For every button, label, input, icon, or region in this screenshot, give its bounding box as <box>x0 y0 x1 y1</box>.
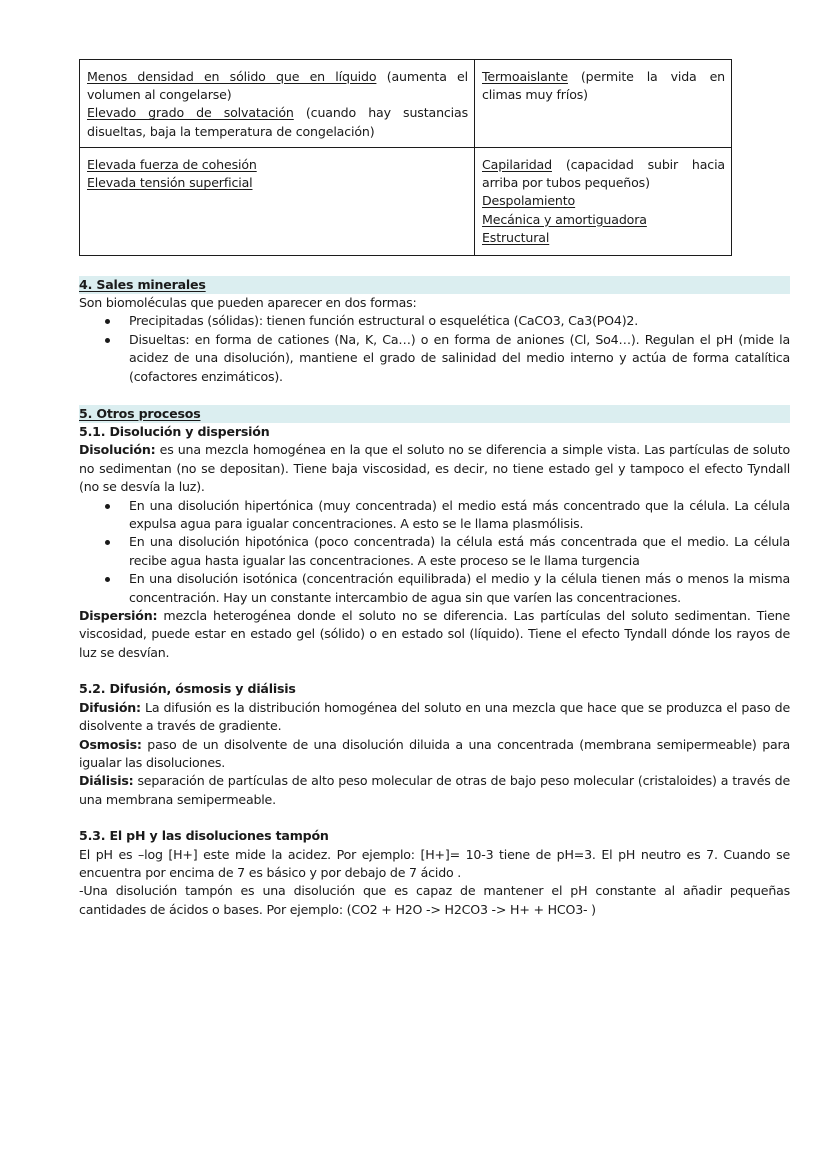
section-heading: 5. Otros procesos <box>79 405 790 423</box>
property-desc: (aumenta el volumen al congelarse) <box>87 69 468 103</box>
section-heading: 4. Sales minerales <box>79 276 790 294</box>
section-intro: Son biomoléculas que pueden aparecer en dos formas: <box>79 295 417 310</box>
table-cell-function <box>475 60 732 148</box>
property-entry <box>87 68 468 104</box>
list-item-text: Disueltas: en forma de cationes (Na, K, Ca…) o en forma de aniones (Cl, So4…). Regulan el pH (mide la acidez de una disolución), mantiene el grado de salinidad del medio interno y actúa de forma catalítica (cofactores enzimáticos). <box>129 331 790 384</box>
term-text: mezcla heterogénea donde el soluto no se diferencia. Las partículas del soluto sedimentan. Tiene viscosidad, puede estar en estado gel (sólido) o en estado sol (líquido). Tiene el efecto Tyndall dónde los rayos de luz se desvían. <box>79 608 790 660</box>
spacer <box>79 809 790 827</box>
definition-osmosis <box>79 736 790 773</box>
function-term: Mecánica y amortiguadora <box>482 211 647 227</box>
list-item <box>79 533 790 570</box>
subsection-heading: 5.2. Difusión, ósmosis y diálisis <box>79 681 296 697</box>
term-text: paso de un disolvente de una disolución diluida a una concentrada (membrana semipermeable) para igualar las disoluciones. <box>79 736 790 770</box>
bullet-icon <box>105 504 110 509</box>
definition-difusion <box>79 699 790 736</box>
list-item-text: Precipitadas (sólidas): tienen función estructural o esquelética (CaCO3, Ca3(PO4)2. <box>129 313 639 329</box>
table-cell-function <box>475 148 732 256</box>
bullet-icon <box>105 540 110 545</box>
spacer <box>79 662 790 680</box>
list-item-text: En una disolución hipotónica (poco concentrada) la célula está más concentrada que el medio. La célula recibe agua hasta igualar las concentraciones. A este proceso se le llama turgencia <box>129 534 790 568</box>
term-label: Diálisis: <box>79 773 134 789</box>
subsection-heading: 5.3. El pH y las disoluciones tampón <box>79 828 329 844</box>
function-term: Estructural <box>482 229 550 245</box>
definition-dispersion <box>79 607 790 662</box>
term-text: separación de partículas de alto peso molecular de otras de bajo peso molecular (cristaloides) a través de una membrana semipermeable. <box>79 773 790 807</box>
bullet-icon <box>105 338 110 343</box>
list-item <box>79 497 790 534</box>
function-entry <box>482 211 725 229</box>
list-item <box>79 312 790 330</box>
property-term: Elevado grado de solvatación <box>87 105 294 121</box>
function-entry <box>482 192 725 210</box>
bullet-icon <box>105 319 110 324</box>
list-item-text: En una disolución hipertónica (muy concentrada) el medio está más concentrado que la célula. La célula expulsa agua para igualar concentraciones. A esto se le llama plasmólisis. <box>129 497 790 532</box>
table-cell-property <box>80 148 475 256</box>
definition-disolucion <box>79 441 790 496</box>
property-entry <box>87 174 468 192</box>
table-row <box>80 148 732 256</box>
function-desc: (permite la vida en climas muy fríos) <box>482 69 725 103</box>
term-label: Disolución: <box>79 442 156 458</box>
function-term: Capilaridad <box>482 157 552 172</box>
function-entry <box>482 156 725 192</box>
bullet-list <box>79 497 790 607</box>
term-label: Osmosis: <box>79 736 142 752</box>
term-text: es una mezcla homogénea en la que el soluto no se diferencia a simple vista. Las partículas de soluto no sedimentan (no se depositan). Tiene baja viscosidad, es decir, no tiene estado gel y tampoco el efecto Tyndall (no se desvía la luz). <box>79 442 790 495</box>
paragraph-tampon: -Una disolución tampón es una disolución que es capaz de mantener el pH constante al añadir pequeñas cantidades de ácidos o bases. Por ejemplo: (CO2 + H2O -> H2CO3 -> H+ + HCO3- ) <box>79 883 790 917</box>
term-label: Dispersión: <box>79 608 158 624</box>
function-desc: (capacidad subir hacia arriba por tubos pequeños) <box>482 157 725 191</box>
list-item-text: En una disolución isotónica (concentración equilibrada) el medio y la célula tienen más o menos la misma concentración. Hay un constante intercambio de agua sin que varíen las concentraciones. <box>129 571 790 605</box>
table-row <box>80 60 732 148</box>
subsection-heading: 5.1. Disolución y dispersión <box>79 424 270 439</box>
function-term: Termoaislante <box>482 69 568 84</box>
term-text: La difusión es la distribución homogénea del soluto en una mezcla que hace que se produzca el paso de disolvente a través de gradiente. <box>79 699 790 734</box>
water-properties-table <box>79 59 732 256</box>
bullet-list <box>79 312 790 386</box>
list-item <box>79 570 790 607</box>
property-term: Elevada fuerza de cohesión <box>87 157 257 172</box>
bullet-icon <box>105 577 110 582</box>
function-term: Despolamiento <box>482 193 576 209</box>
paragraph-ph: El pH es –log [H+] este mide la acidez. Por ejemplo: [H+]= 10-3 tiene de pH=3. El pH neutro es 7. Cuando se encuentra por encima de 7 es básico y por debajo de 7 ácido . <box>79 846 790 880</box>
section-otros-procesos <box>79 405 790 919</box>
property-entry <box>87 104 468 140</box>
property-term: Elevada tensión superficial <box>87 175 253 191</box>
property-term: Menos densidad en sólido que en líquido <box>87 69 377 84</box>
property-desc: (cuando hay sustancias disueltas, baja la temperatura de congelación) <box>87 105 469 139</box>
function-entry <box>482 68 725 104</box>
list-item <box>79 331 790 386</box>
term-label: Difusión: <box>79 699 141 715</box>
function-entry <box>482 229 725 247</box>
definition-dialisis <box>79 772 790 809</box>
table-cell-property <box>80 60 475 148</box>
property-entry <box>87 156 468 174</box>
section-sales-minerales <box>79 276 790 386</box>
